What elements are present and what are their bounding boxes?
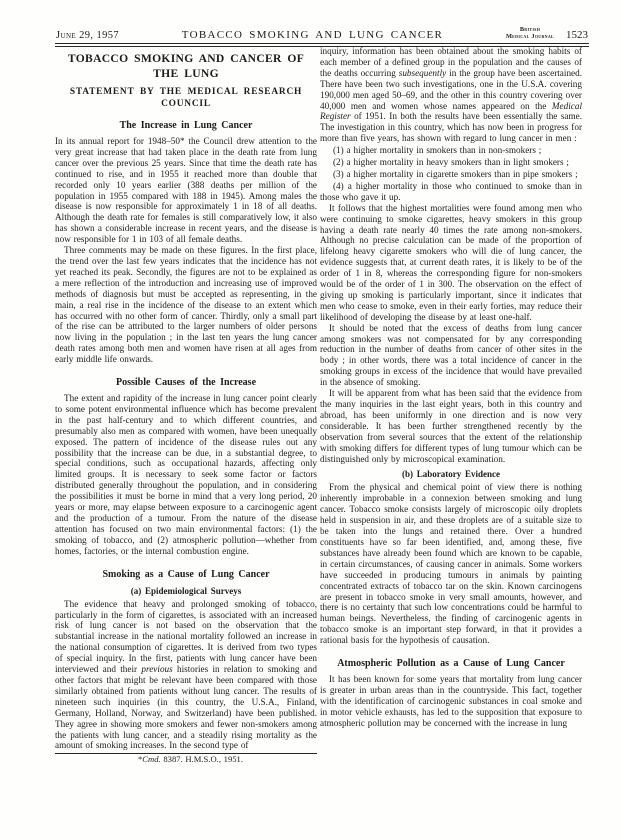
paragraph-increase-1: In its annual report for 1948–50* the Council drew attention to the very great increase that had taken place in the death rate from lung cancer over the previous 25 years. Since that time the death rate has continued to rise, and in 1955 it reached more than double that recorded only 10 years earlier (388 deaths per million of the population in 1955 compared with 188 in 1945). Among males the disease is now responsible for approximately 1 in 18 of all deaths. Although the death rate for females is still comparatively low, it also has shown a considerable increase in recent years, and the disease is now responsible for 1 in 103 of all female deaths. bbox=[55, 136, 317, 245]
running-title: TOBACCO SMOKING AND LUNG CANCER bbox=[181, 28, 444, 41]
paragraph-inquiry-text-3: of 1951. In both the results have been essentially the same. The investigation in this country, which has now been in progress for more than five years, has shown with regard to lung cancer in men : bbox=[320, 111, 582, 144]
article-title-line1: TOBACCO SMOKING AND CANCER OF bbox=[67, 52, 305, 65]
list-item-3: (3) a higher mortality in cigarette smokers than in pipe smokers ; bbox=[333, 168, 578, 179]
paragraph-laboratory: From the physical and chemical point of view there is nothing inherently improbable in a connexion between smoking and lung cancer. Tobacco smoke consists largely of microscopic oily droplets held in suspension in air, and these droplets are of a suitable size to be taken into the lungs and retained there. Over a hundred constituents have so far been identified, and, among these, five substances have already been found which are known to be capable, in certain circumstances, of causing cancer in animals. Some workers have succeeded in producing tumours in animals by painting concentrated extracts of tobacco tar on the skin. Known carcinogens are present in tobacco smoke in very small amounts, however, and there is no certainty that such low concentrations could be harmful to human beings. Nevertheless, the finding of carcinogenic agents in tobacco smoke is an important step forward, in that it provides a rational basis for the hypothesis of causation. bbox=[320, 482, 582, 646]
subsection-heading-epidemiological: (a) Epidemiological Surveys bbox=[130, 585, 242, 596]
article-title-line2: THE LUNG bbox=[153, 66, 219, 80]
paragraph-atmospheric: It has been known for some years that mortality from lung cancer is greater in urban areas than in the countryside. This fact, together with the identification of carcinogenic substances in coal smoke and in motor vehicle exhausts, has led to the supposition that exposure to atmospheric pollution may be concerned with the increase in lung bbox=[320, 674, 582, 728]
paragraph-inquiry-text-2: in the group have been ascertained. There have been two such investigations, one in the U.S.A. covering 190,000 men aged 50–69, and the other in this country covering over 40,000 men and women whose names appeared on the bbox=[320, 67, 583, 111]
footnote-marker: * bbox=[137, 754, 143, 765]
section-heading-causes: Possible Causes of the Increase bbox=[115, 377, 257, 389]
footnote-reference: 8387. H.M.S.O., 1951. bbox=[160, 754, 244, 765]
article-byline-line1: STATEMENT BY THE MEDICAL RESEARCH bbox=[69, 87, 303, 97]
article-title bbox=[55, 52, 317, 81]
section-heading-smoking: Smoking as a Cause of Lung Cancer bbox=[102, 568, 270, 580]
footnote bbox=[55, 754, 317, 764]
column-left bbox=[55, 52, 317, 764]
journal-name-line1: British bbox=[519, 26, 541, 33]
paragraph-evidence-uniform: It will be apparent from what has been said that the evidence from the many inquiries in the last eight years, both in this country and abroad, has been uniformly in one direction and is now very considerable. It has been further strengthened recently by the observation from several sources that the extent of the relationship with smoking differs for different types of lung tumour which can be distinguished only by microscopical examination. bbox=[320, 388, 582, 464]
italic-subsequently: subsequently bbox=[398, 67, 447, 78]
paragraph-increase-2: Three comments may be made on these figures. In the first place, the trend over the last few years indicates that the incidence has not yet reached its peak. Secondly, the figures are not to be explained as a mere reflection of the introduction and increasing use of improved methods of diagnosis but must be accepted as representing, in the main, a real rise in the incidence of the disease to an extent which has occurred with no other form of cancer. Thirdly, only a small part of the rise can be attributed to the larger numbers of older persons now living in the population ; in the last ten years the lung cancer death rates among both men and women have risen at all ages from early middle life onwards. bbox=[55, 245, 317, 365]
list-item-1: (1) a higher mortality in smokers than in non-smokers ; bbox=[333, 145, 542, 156]
italic-medical-register: Medical Register bbox=[320, 100, 582, 122]
article-byline bbox=[55, 87, 317, 110]
footnote-cmd: Cmd. bbox=[142, 754, 161, 765]
journal-name-line2: Medical Journal bbox=[505, 32, 554, 40]
article-byline-line2: COUNCIL bbox=[161, 98, 211, 109]
italic-previous: previous bbox=[141, 664, 173, 675]
list-item-2: (2) a higher mortality in heavy smokers than in light smokers ; bbox=[333, 157, 569, 168]
paragraph-excess-deaths: It should be noted that the excess of deaths from lung cancer among smokers was not compensated for by any corresponding reduction in the number of deaths from cancer of other sites in the body ; in other words, there was a total incidence of cancer in the smoking groups in excess of the incidence that would have prevailed in the absence of smoking. bbox=[320, 322, 582, 388]
paragraph-epidemiological bbox=[55, 599, 317, 752]
paragraph-epidemiological-text: The evidence that heavy and prolonged smoking of tobacco, particularly in the form of cigarettes, is associated with an increased risk of lung cancer is not based on the observation that the substantial increase in the national mortality followed an increase in the national consumption of cigarettes. It is derived from two types of special inquiry. In the first, patients with lung cancer have been interviewed and their bbox=[55, 598, 317, 675]
list-item-4: (4) a higher mortality in those who continued to smoke than in those who gave it up. bbox=[320, 180, 582, 202]
section-heading-atmospheric: Atmospheric Pollution as a Cause of Lung Cancer bbox=[337, 658, 565, 670]
page-number: 1523 bbox=[566, 28, 588, 41]
subsection-heading-laboratory: (b) Laboratory Evidence bbox=[402, 469, 500, 480]
section-heading-increase: The Increase in Lung Cancer bbox=[119, 120, 253, 131]
paragraph-causes: The extent and rapidity of the increase in lung cancer point clearly to some potent environmental influence which has become prevalent in the past half-century and to which different countries, and presumably also men as compared with women, have been unequally exposed. The pattern of incidence of the disease rules out any possibility that the increase can be due, in a substantial degree, to special conditions, such as occupational hazards, affecting only limited groups. It is necessary to seek some factor or factors distributed generally throughout the population, and in considering the possibilities it must be borne in mind that a very long period, 20 years or more, may elapse between exposure to a carcinogenic agent and the production of a tumour. From the nature of the disease attention has focused on two main environmental factors: (1) the smoking of tobacco, and (2) atmospheric pollution—whether from homes, factories, or the internal combustion engine. bbox=[55, 393, 317, 556]
running-header bbox=[56, 27, 588, 41]
column-right bbox=[320, 46, 582, 729]
header-date: June 29, 1957 bbox=[56, 29, 120, 41]
paragraph-inquiry-text: inquiry, information has been obtained about the smoking habits of each member of a defined group in the population and the causes of the deaths occurring bbox=[320, 46, 582, 78]
paragraph-mortalities: It follows that the highest mortalities were found among men who were continuing to smoke cigarettes, heavy smokers in this group having a death rate nearly 40 times the rate among non-smokers. Although no precise calculation can be made of the proportion of lifelong heavy cigarette smokers who will die of lung cancer, the evidence suggests that, at current death rates, it is likely to be of the order of 1 in 8, whereas the corresponding figure for non-smokers would be of the order of 1 in 300. The observation on the effect of giving up smoking is particularly important, since it indicates that men who cease to smoke, even in their early forties, may reduce their likelihood of developing the disease by at least one-half. bbox=[320, 202, 582, 322]
journal-name bbox=[506, 27, 554, 41]
paragraph-epidemiological-text-cont: histories in relation to smoking and other factors that might be relevant have been compared with those similarly obtained from patients without lung cancer. The results of nineteen such inquiries (in this country, the U.S.A., Finland, Germany, Holland, Norway, and Switzerland) have been published. They agree in showing more smokers and fewer non-smokers among the patients with lung cancer, and a steadily rising mortality as the amount of smoking increases. In the second type of bbox=[55, 664, 317, 751]
paragraph-inquiry bbox=[320, 46, 582, 144]
